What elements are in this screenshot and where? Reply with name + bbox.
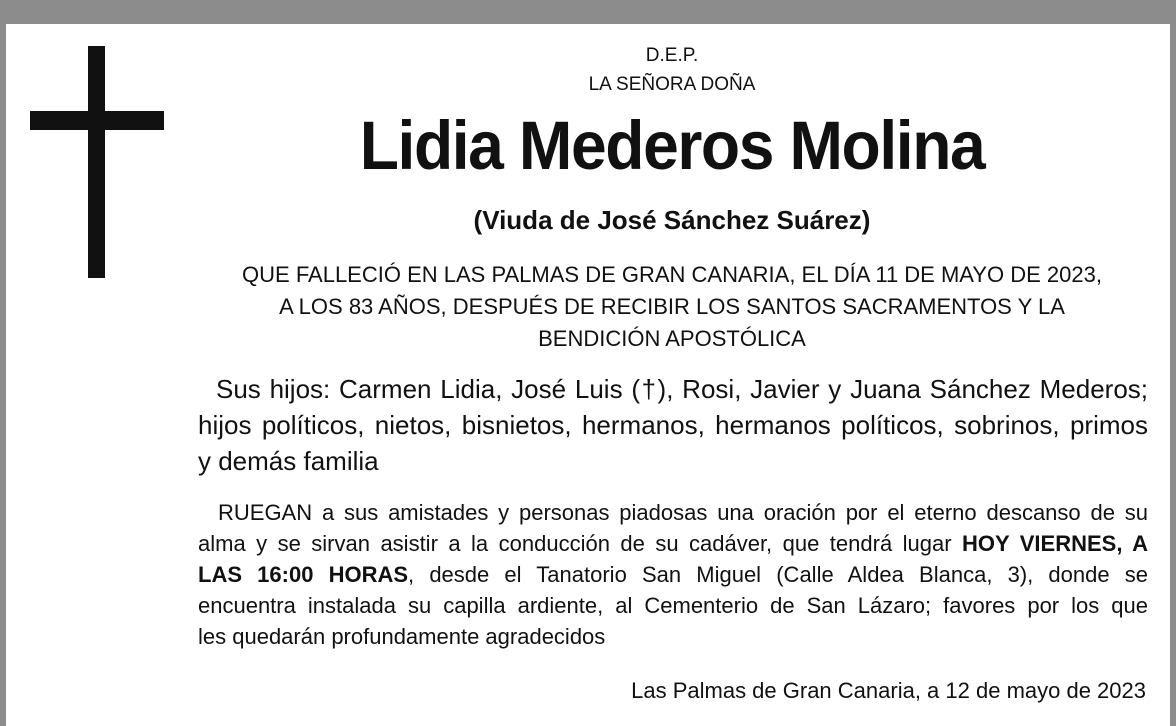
family-paragraph [198, 371, 1148, 479]
request-paragraph [198, 497, 1148, 652]
request-line: encuentra instalada su capilla ardiente, al Cementerio de San Lázaro; favores por los que [198, 593, 1148, 618]
death-notice [0, 259, 1176, 355]
request-bold-text: LAS 16:00 HORAS [198, 562, 409, 587]
request-bold-text: HOY VIERNES, A [962, 531, 1148, 556]
request-text: alma y se sirvan asistir a la conducción de su cadáver, que tendrá lugar [198, 531, 963, 556]
dep-heading: D.E.P. [645, 45, 699, 66]
death-notice-line: A LOS 83 AÑOS, DESPUÉS DE RECIBIR LOS SANTOS SACRAMENTOS Y LA [279, 294, 1065, 319]
death-notice-line: QUE FALLECIÓ EN LAS PALMAS DE GRAN CANARIA, EL DÍA 11 DE MAYO DE 2023, [242, 262, 1102, 287]
family-line: hijos políticos, nietos, bisnietos, hermanos, hermanos políticos, sobrinos, primos [198, 410, 1148, 440]
family-line: Sus hijos: Carmen Lidia, José Luis (†), Rosi, Javier y Juana Sánchez Mederos; [216, 374, 1148, 404]
family-line: y demás familia [198, 446, 379, 476]
request-line: les quedarán profundamente agradecidos [198, 624, 606, 649]
request-text: , desde el Tanatorio San Miguel (Calle Aldea Blanca, 3), donde se [408, 562, 1148, 587]
death-notice-line: BENDICIÓN APOSTÓLICA [538, 326, 806, 351]
deceased-name: Lidia Mederos Molina [359, 107, 985, 184]
title-prefix: LA SEÑORA DOÑA [588, 74, 756, 95]
place-date: Las Palmas de Gran Canaria, a 12 de mayo de 2023 [631, 678, 1146, 703]
request-line: RUEGAN a sus amistades y personas piadosas una oración por el eterno descanso de su [218, 500, 1148, 525]
request-line [198, 528, 1148, 559]
request-line [198, 559, 1148, 590]
widow-subtitle: (Viuda de José Sánchez Suárez) [473, 205, 871, 235]
